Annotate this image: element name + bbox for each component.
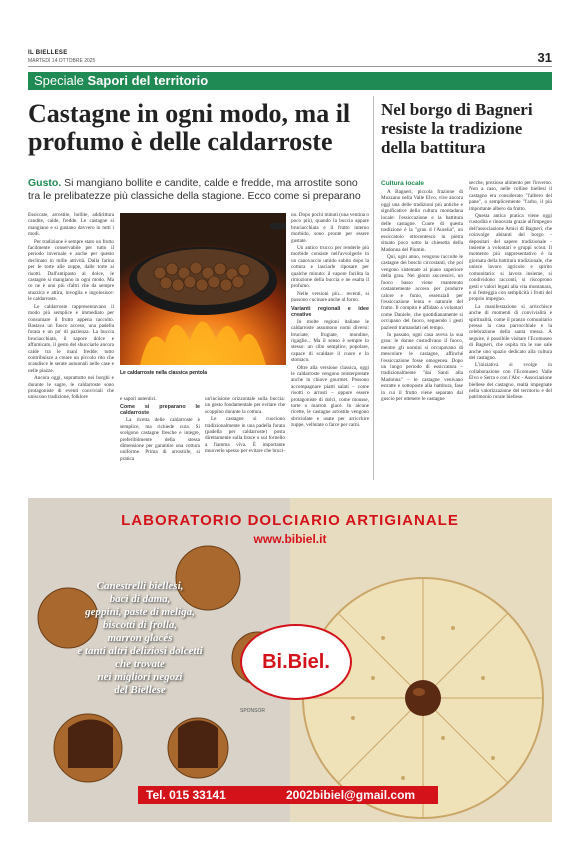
- subheading: Come si preparano le caldarroste: [120, 404, 200, 417]
- ad-copy-line: del Biellese: [114, 684, 166, 696]
- section-name: Sapori del territorio: [87, 73, 209, 88]
- paragraph: In passato, ogni casa aveva la sua grau: le donne custodivano il fuoco, mentre gli uomini si occupavano di mescolare le castagne, affinché l'essiccazione fosse omogenea. Dopo un lungo periodo di essiccatura – tradizionalmente "dai Santi alla Madonna" – le castagne venivano estratte e sottoposte alla battitura, fase in cui il frutto viene separato dal guscio per ottenere le castagne: [381, 331, 463, 402]
- side-kicker: Cultura locale: [381, 180, 424, 187]
- sponsor-label: SPONSOR: [240, 708, 266, 714]
- side-article-column-2: [469, 180, 552, 402]
- side-article-title: Nel borgo di Bagneri resiste la tradizione della battitura: [381, 100, 533, 157]
- paragraph: Per tradizione è sempre stato un frutto facilmente conservabile per tutto il periodo invernale e anche per questo declinato in mille attività. Dalla farina per le torte alle zuppe, dalle torte ai risotti. Dall'antipasto al dolce, le castagne si mangiano in ogni modo. Ma ce ne è uno più d'altri che da sempre stuzzica e attira, invoglia e ingolosisce: le caldarroste.: [28, 238, 114, 303]
- paragraph: La ricetta delle caldarroste è semplice, ma richiede cura. Si scelgono castagne fresche e integre, preferibilmente della stessa dimensione per garantire una cottura uniforme. Prima di arrostirle, si pratica: [120, 417, 200, 462]
- ad-copy-line: baci di dama,: [109, 593, 171, 605]
- paragraph: Questa antica pratica viene oggi custodita e rinnovata grazie all'impegno dell'associazione Amici di Bagneri, che coinvolge abitanti del borgo - depositari del sapere tradizionale - insieme a volontari e gruppi scout. Il momento più rappresentativo è la giornata della battitura tradizionale, che unisce lavoro agricolo e spirito comunitario: si lavora insieme, si condividono racconti, si riscoprono gesti e valori legati alla vita montanara, e si festeggia con semplicità i frutti del proprio impegno.: [469, 213, 552, 303]
- ad-phone[interactable]: Tel. 015 33141: [146, 788, 226, 802]
- paragraph: La manifestazione si arricchisce anche di momenti di convivialità e spiritualità, come il pranzo comunitario presso la casa parrocchiale e la celebrazione della santa messa. A seguire, è possibile visitare l'Ecomuseo di Bagneri, che ospita tra le sue sale anche uno spazio dedicato alla cultura del castagno.: [469, 303, 552, 361]
- issue-date: MARTEDÌ 14 OTTOBRE 2025: [28, 58, 96, 64]
- ad-copy-line: marron glacés: [107, 632, 173, 644]
- ad-contact-bar: [138, 786, 438, 804]
- ad-product-list: [40, 580, 240, 697]
- page-number: 31: [537, 50, 552, 65]
- section-prefix: Speciale: [34, 73, 84, 88]
- paragraph: secche, prezioso alimento per l'inverno. Non a caso, nelle colline biellesi il castagno era considerato "l'albero del pane", o semplicemente "l'arbo, il più importante albero da frutto.: [469, 180, 552, 212]
- ad-email[interactable]: 2002bibiel@gmail.com: [286, 788, 416, 802]
- side-article-column-1: [381, 180, 463, 403]
- ad-title: LABORATORIO DOLCIARIO ARTIGIANALE: [121, 512, 459, 529]
- paragraph: un'incisione orizzontale sulla buccia: un gesto fondamentale per evitare che scoppino durante la cottura.: [205, 396, 285, 415]
- ad-copy-line: biscotti di frolla,: [102, 619, 178, 631]
- lead-text: Si mangiano bollite e candite, calde e fredde, ma arrostite sono tra le prelibatezze più classiche della stagione. Ecco come si preparano: [28, 177, 361, 202]
- article-lead: [28, 177, 370, 203]
- article-column-2: [120, 396, 200, 463]
- bibiel-advertisement: [28, 498, 552, 822]
- paragraph: Ancora oggi, soprattutto nei borghi e durante le sagre, le caldarroste sono protagoniste di eventi conviviali che uniscono tradizione, folklore: [28, 375, 114, 401]
- ad-copy-line: geppini, paste di meliga,: [85, 606, 195, 618]
- paragraph: e sapori autentici.: [120, 396, 157, 402]
- article-column-4: [291, 212, 369, 430]
- paragraph: no. Dopo pochi minuti (una ventina o poco più), quando la buccia appare bruciacchiata e il frutto interno morbido, sono pronte per essere gustate.: [291, 212, 369, 244]
- article-title: Castagne in ogni modo, ma il profumo è delle caldarroste: [28, 99, 351, 156]
- paragraph: Un antico trucco per renderle più morbide consiste nell'avvolgerle in un canovaccio umido subito dopo la cottura e lasciarle riposare per qualche minuto: il vapore facilita la rimozione della buccia e ne esalta il profumo.: [291, 245, 369, 290]
- section-band: [28, 72, 552, 90]
- roasting-pan-image: [120, 213, 286, 365]
- paragraph: A Bagneri, piccola frazione di Muzzano nella Valle Elvo, vive ancora oggi una delle tradizioni più antiche e significative della cultura montadana locale: l'essiccazione e la battitura delle castagne. Cuore di questa tradizione è la "grau d l'Aurelia", un essiccatoio ottocentesco in pietra situato poco sotto la chiesetta della Madonna del Piumin.: [381, 189, 463, 253]
- ad-copy-line: nei migliori negozi: [97, 671, 183, 683]
- paragraph: Essiccate, arrostite, bollite, addirittura candite, calde, fredde. Le castagne si mangiano e si gustano davvero in tutti i modi.: [28, 212, 114, 238]
- bibiel-logo: Bi.Biel.: [240, 624, 352, 700]
- paragraph: In molte regioni italiane le caldarroste assumono nomi diversi: bruciate, frugiate, mondine, rigaglie... Ma il senso è sempre lo stesso: un cibo semplice, popolare, capace di scaldare il cuore e lo stomaco.: [291, 318, 369, 364]
- header-rule: [28, 66, 552, 67]
- ad-website-link[interactable]: www.bibiel.it: [253, 532, 327, 546]
- lead-tag: Gusto.: [28, 177, 62, 189]
- article-column-3: [205, 396, 285, 456]
- photo-caption: Le caldarroste nella classica pentola: [120, 370, 207, 376]
- paragraph: Oltre alla versione classica, oggi le caldarroste vengono reinterpretate anche in chiave gourmet. Possono accompagnare piatti salati – come risotti o arrosti – oppure essere protagoniste di dolci, come mousse, torte o marron glacé. In alcune ricette, le castagne arrostite vengono sbriciolate e usate per arricchire zuppe, vellutate o farce per carni.: [291, 364, 369, 429]
- ad-copy-line: e tanti altri deliziosi dolcetti: [77, 645, 203, 657]
- paragraph: Qui, ogni anno, vengono raccolte le castagne dei boschi circostanti, che poi vengono sistemate al piano superiore della grau. Nei giorni successivi, un fuoco basso viene mantenuto costantemente acceso per produrre calore e fumo, essenziali per l'essiccazione lenta e naturale del frutto. Il compito è affidato a volontari come Daniele, che quotidianamente si occupano del fuoco, seguendo i gesti pazienti tramandati nel tempo.: [381, 254, 463, 331]
- article-column-1: [28, 212, 114, 402]
- newspaper-name: IL BIELLESE: [28, 50, 68, 56]
- ad-copy-line: che trovate: [115, 658, 165, 670]
- paragraph: Le castagne si cuociono tradizionalmente in una padella forata (padella per caldarroste) posta direttamente sulla brace o sul fornello a fiamma viva. È importante muoverle spesso per evitare che bruci-: [205, 416, 285, 455]
- subheading: Varianti regionali e idee creative: [291, 305, 369, 318]
- paragraph: Nelle versioni più... recenti, si possono cucinare anche al forno.: [291, 290, 369, 304]
- ad-copy-line: Canestrelli biellesi,: [96, 580, 184, 592]
- column-separator: [373, 96, 374, 480]
- paragraph: Le caldarroste rappresentavano il modo più semplice e immediato per consumare il frutto appena raccolto. Bastava un fuoco acceso, una padella forata e un po' di pazienza. La buccia bruciacchiata, il sapore dolce e affumicato, il gesto del sbucciarle ancora calde tra le mani fredde: tutto contribuisce a creare un piccolo rito che scandisce le serate autunnali nelle case e nelle piazze.: [28, 303, 114, 374]
- paragraph: L'iniziativa si svolge in collaborazione con l'Ecomuseo Valle Elvo e Serra e con l'Abc - Associazione biellese del castagno, realtà impegnate nella valorizzazione del territorio e del patrimonio rurale biellese.: [469, 362, 552, 401]
- chestnut-pan-photo: [120, 213, 286, 365]
